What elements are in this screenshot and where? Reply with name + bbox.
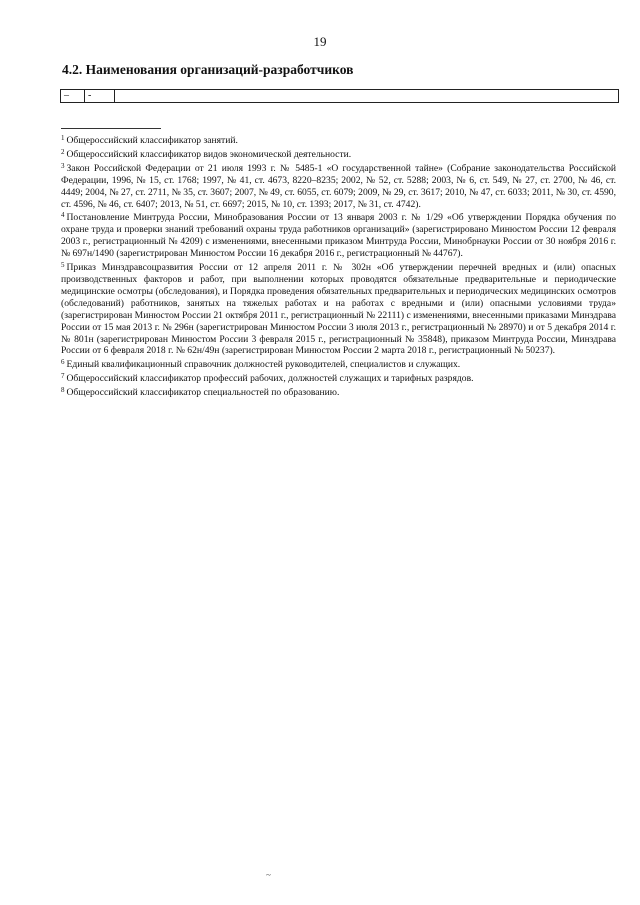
- footnote-separator: [61, 128, 161, 129]
- footnote: [61, 357, 616, 371]
- footnote: [61, 385, 616, 399]
- footnote-marker: 8: [61, 386, 65, 395]
- page-number: 19: [313, 34, 327, 49]
- footnote-marker: 7: [61, 372, 65, 381]
- footnote: [61, 260, 616, 357]
- footnote-marker: 2: [61, 147, 65, 156]
- footnote-marker: 5: [61, 261, 65, 270]
- section-title: 4.2. Наименования организаций-разработчиков: [62, 62, 354, 77]
- developers-table-cell-number: –: [61, 90, 85, 102]
- developers-table-cell-empty: [115, 90, 618, 102]
- footnote-text: Общероссийский классификатор видов экономической деятельности.: [66, 148, 352, 160]
- footnote: [61, 210, 616, 260]
- footnotes-list: [61, 133, 616, 399]
- footnote-text: Общероссийский классификатор занятий.: [66, 135, 238, 146]
- footnote: [61, 161, 616, 211]
- footnote-text: Общероссийский классификатор профессий рабочих, должностей служащих и тарифных разрядов.: [66, 373, 474, 385]
- footnote-text: Приказ Минздравсоцразвития России от 12 апреля 2011 г. № 302н «Об утверждении перечней вредных и (или) опасных производственных факторов и работ, при выполнении которых проводятся обязательные предварительные и периодические медицинские осмотры (обследования), и Порядка проведения обязательных предварительных и периодических медицинских осмотров (обследований) работников, занятых на тяжелых работах и на работах с вредными и (или) опасными условиями труда» (зарегистрирован Минюстом России 21 октября 2011 г., регистрационный № 22111) с изменениями, внесенными приказами Минздрава России от 15 мая 2013 г. № 296н (зарегистрирован Минюстом России 3 июля 2013 г., регистрационный № 28970) и от 5 декабря 2014 г. № 801н (зарегистрирован Минюстом России 3 февраля 2015 г., регистрационный № 35848), приказом Минтруда России, Минздрава России от 6 февраля 2018 г. № 62н/49н (зарегистрирован Минюстом России 2 марта 2018 г., регистрационный № 50237).: [61, 262, 616, 357]
- footnote-marker: 3: [61, 161, 65, 170]
- footnote: [61, 133, 616, 147]
- footnote: [61, 371, 616, 385]
- footnote-marker: 4: [61, 211, 65, 220]
- scan-mark: ~: [266, 870, 271, 880]
- footnote-marker: 1: [61, 134, 65, 142]
- developers-table: [60, 89, 619, 103]
- footnote-marker: 6: [61, 358, 65, 367]
- footnote-text: Закон Российской Федерации от 21 июля 1993 г. № 5485-1 «О государственной тайне» (Собрание законодательства Российской Федерации, 1996, № 15, ст. 1768; 1997, № 41, ст. 4673, 8220–8235; 2002, № 52, ст. 5288; 2003, № 6, ст. 549, № 27, ст. 2700, № 46, ст. 4449; 2004, № 27, ст. 2711, № 35, ст. 3607; 2007, № 49, ст. 6055, ст. 6079; 2009, № 29, ст. 3617; 2010, № 47, ст. 6033; 2011, № 30, ст. 4590, ст. 4596, № 46, ст. 6407; 2013, № 51, ст. 6697; 2015, № 10, ст. 1393; 2017, № 31, ст. 4742).: [61, 162, 616, 210]
- footnote-text: Общероссийский классификатор специальностей по образованию.: [66, 387, 340, 399]
- footnote-text: Единый квалификационный справочник должностей руководителей, специалистов и служащих.: [66, 359, 461, 371]
- footnote: [61, 147, 616, 161]
- developers-table-cell-name: -: [85, 90, 115, 102]
- footnote-text: Постановление Минтруда России, Минобразования России от 13 января 2003 г. № 1/29 «Об утверждении Порядка обучения по охране труда и проверки знаний требований охраны труда работников организаций» (зарегистрировано Минюстом России 12 февраля 2003 г., регистрационный № 4209) с изменениями, внесенными приказом Минтруда России, Минобрнауки России от 30 ноября 2016 г. № 697н/1490 (зарегистрирован Минюстом России 16 декабря 2016 г., регистрационный № 44767).: [61, 212, 616, 260]
